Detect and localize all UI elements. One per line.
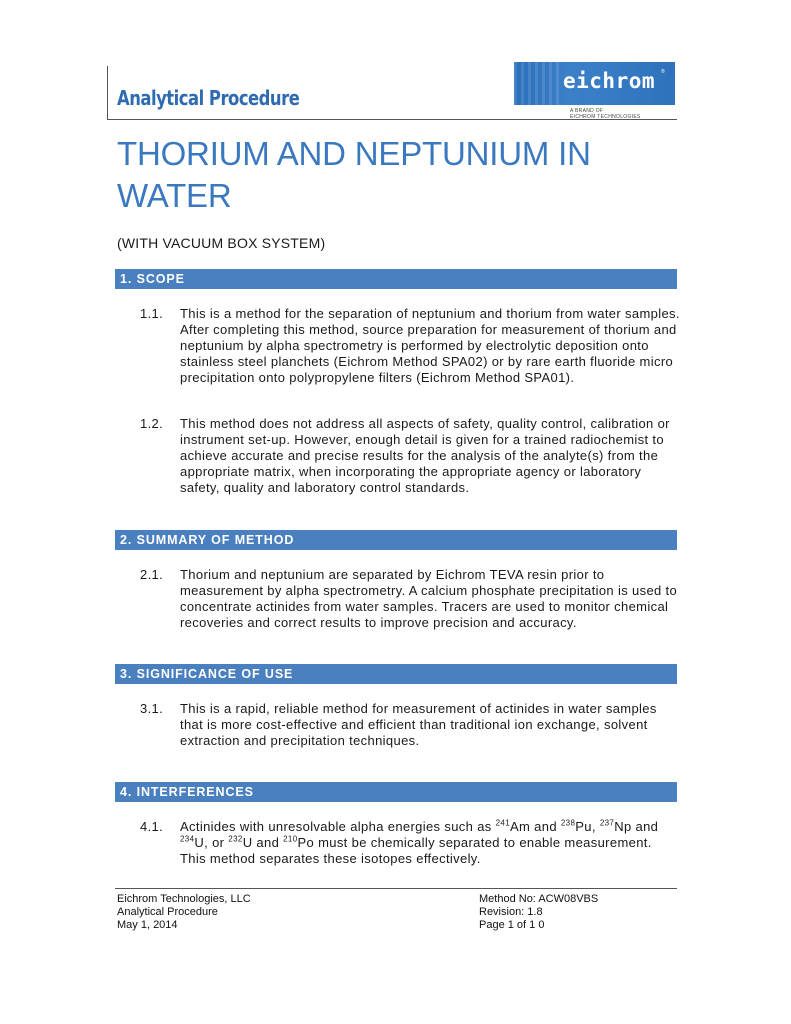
section-heading-label: 4. INTERFERENCES <box>120 785 254 799</box>
paragraph-1-1 <box>140 306 680 386</box>
section-heading-label: 2. SUMMARY OF METHOD <box>120 533 295 547</box>
footer-right <box>479 893 598 932</box>
header-doc-type: Analytical Procedure <box>117 86 300 110</box>
text-run: Po must be chemically separated to enable measurement. This method separates these isotopes effectively. <box>180 835 652 867</box>
isotope-mass-number: 210 <box>283 834 298 844</box>
paragraph-text: This is a rapid, reliable method for measurement of actinides in water samples that is more cost-effective and efficient than traditional ion exchange, solvent extraction and precipitation techniques. <box>180 701 657 749</box>
isotope-mass-number: 232 <box>228 834 243 844</box>
footer-revision: Revision: 1.8 <box>479 906 543 918</box>
paragraph-number: 1.1. <box>140 306 164 321</box>
text-run: U, or <box>194 835 229 851</box>
section-heading-label: 3. SIGNIFICANCE OF USE <box>120 667 294 681</box>
text-run: Am and <box>510 819 561 834</box>
paragraph-2-1 <box>140 567 680 631</box>
isotope-mass-number: 234 <box>180 834 195 844</box>
footer-left <box>117 893 251 932</box>
paragraph-number: 4.1. <box>140 819 164 834</box>
paragraph-1-2 <box>140 416 680 496</box>
document-title: THORIUM AND NEPTUNIUM IN WATER <box>117 135 591 214</box>
header-vertical-rule <box>107 66 108 120</box>
section-heading-label: 1. SCOPE <box>120 272 185 286</box>
isotope-mass-number: 237 <box>599 818 615 828</box>
paragraph-text: Thorium and neptunium are separated by Eichrom TEVA resin prior to measurement by alpha spectrometry. A calcium phosphate precipitation is used to concentrate actinides from water samples. Tracers are used to monitor chemical recoveries and correct results to improve precision and accuracy. <box>180 567 678 631</box>
section-heading-summary <box>115 530 677 550</box>
section-heading-scope <box>115 269 677 289</box>
footer-rule <box>115 888 677 889</box>
section-heading-interferences <box>115 782 677 802</box>
footer-doc-type: Analytical Procedure <box>117 906 218 918</box>
brand-line-1: A BRAND OF <box>570 108 604 114</box>
isotope-mass-number: 241 <box>495 818 510 828</box>
paragraph-3-1 <box>140 701 680 749</box>
footer-page-number: Page 1 of 1 0 <box>479 919 545 931</box>
paragraph-number: 2.1. <box>140 567 164 582</box>
text-run: U and <box>242 835 284 851</box>
document-subtitle: (WITH VACUUM BOX SYSTEM) <box>117 235 326 251</box>
text-run: Np and <box>614 819 659 834</box>
logo-text: eichrom <box>563 69 656 93</box>
text-run: Actinides with unresolvable alpha energies such as <box>180 819 496 834</box>
paragraph-text: This is a method for the separation of neptunium and thorium from water samples. After completing this method, source preparation for measurement of thorium and neptunium by alpha spectrometry is performed by electrolytic deposition onto stainless steel planchets (Eichrom Method SPA02) or by rare earth fluoride micro precipitation onto polypropylene filters (Eichrom Method SPA01). <box>180 306 680 386</box>
footer-date: May 1, 2014 <box>117 919 178 931</box>
text-run: Pu, <box>575 819 600 834</box>
brand-line-2: EICHROM TECHNOLOGIES <box>570 114 641 120</box>
paragraph-number: 1.2. <box>140 416 164 431</box>
logo-stripes <box>514 62 562 105</box>
section-heading-significance <box>115 664 677 684</box>
logo-trademark: ® <box>661 69 665 75</box>
paragraph-number: 3.1. <box>140 701 164 716</box>
isotope-mass-number: 238 <box>560 818 576 828</box>
paragraph-text <box>180 819 680 867</box>
footer-method-number: Method No: ACW08VBS <box>479 893 599 905</box>
paragraph-text: This method does not address all aspects of safety, quality control, calibration or instrument set-up. However, enough detail is given for a trained radiochemist to achieve accurate and precise results for the analysis of the analyte(s) from the appropriate matrix, when incorporating the appropriate agency or laboratory safety, quality and laboratory control standards. <box>180 416 670 496</box>
paragraph-4-1 <box>140 819 680 867</box>
footer-company: Eichrom Technologies, LLC <box>117 893 251 905</box>
